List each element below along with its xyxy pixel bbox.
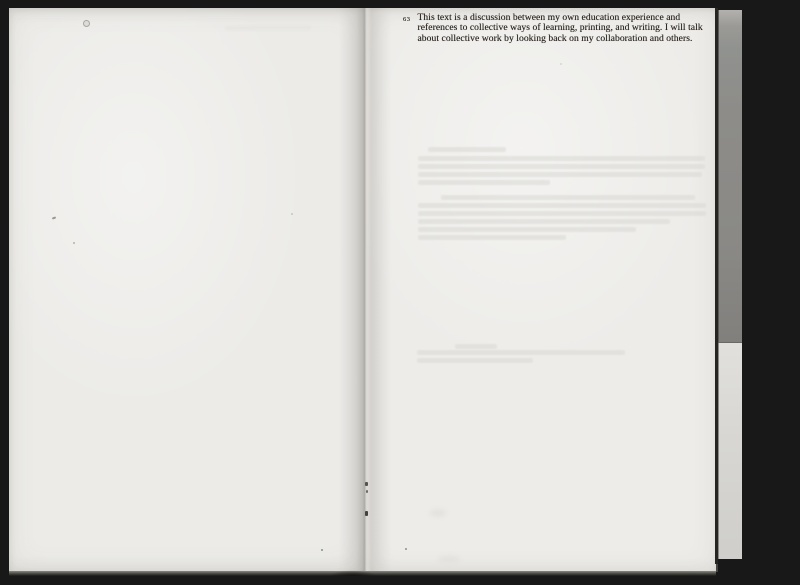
dust-speck [321,549,323,551]
show-through-line [417,350,625,355]
footnote-line: references to collective ways of learning, printing, and writing. I will talk [417,22,703,34]
footnote [403,13,710,44]
footnote-text [418,13,710,44]
footnote-line: about collective work by looking back on my collaboration and others. [417,32,693,44]
show-through-line [418,235,566,240]
show-through-line [225,26,311,30]
show-through-line [418,227,636,232]
show-through-line [418,156,705,161]
dust-speck [52,216,56,219]
dust-speck [83,20,90,27]
dust-speck [73,242,75,244]
spine-stitch-mark [365,482,368,486]
show-through-line [418,203,706,208]
show-through-line [441,195,695,200]
show-through-line [418,180,550,185]
left-page [9,8,365,571]
paper-smudge [438,556,460,563]
show-through-line [418,219,670,224]
dust-speck [291,213,293,215]
spine-stitch-mark [365,511,368,516]
dust-speck [405,548,407,550]
show-through-line [418,164,705,169]
show-through-line [418,211,706,216]
gutter-bottom-shadow [322,567,378,576]
show-through-line [418,172,702,177]
show-through-line [428,147,506,152]
right-page [365,8,718,572]
fore-edge-light-section [718,343,742,559]
show-through-line [417,358,533,363]
paper-smudge [430,509,446,517]
fore-edge-dark-section [718,10,742,343]
footnote-marker: 63 [403,16,411,23]
footnote-line: This text is a discussion between my own education experience and [417,12,681,23]
show-through-line [455,344,497,349]
fore-edge-stack [718,10,742,560]
dust-speck [560,63,562,65]
spine-stitch-mark [366,490,368,493]
